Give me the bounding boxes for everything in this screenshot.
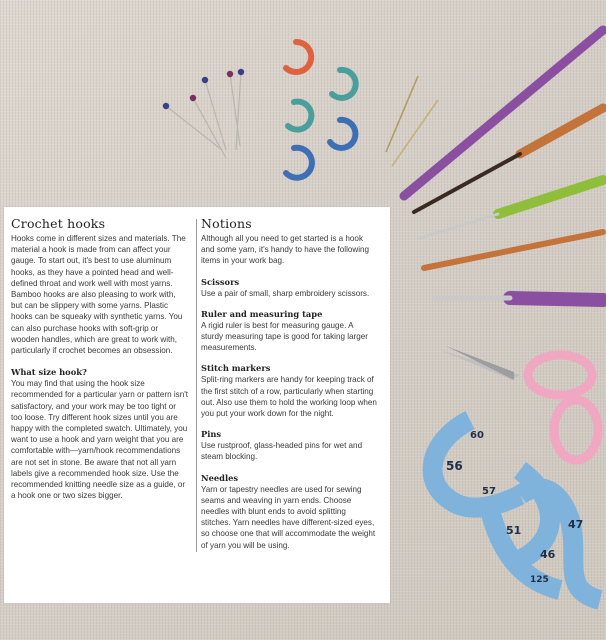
ruler-subheading: Ruler and measuring tape (201, 308, 323, 319)
notions-heading: Notions (201, 216, 252, 231)
ruler-text: A rigid ruler is best for measuring gauge. A sturdy measuring tape is good for taking larger measurements. (201, 320, 368, 353)
tape-number: 46 (540, 548, 556, 561)
hook-size-subheading: What size hook? (11, 367, 87, 378)
tape-number: 57 (482, 486, 496, 497)
glass-head-pins (163, 69, 244, 158)
needles-subheading: Needles (201, 472, 239, 483)
crochet-hooks-column (11, 216, 188, 501)
stitch-markers (286, 42, 356, 178)
tape-number: 60 (470, 430, 484, 441)
crochet-hooks (404, 30, 603, 300)
stitch-markers-text: Split-ring markers are handy for keeping track of the first stitch of a row, particularly when starting out. Also use them to hold the working loop when you put your work down for the night. (201, 375, 377, 419)
crochet-hooks-heading: Crochet hooks (11, 216, 106, 231)
scissors-text: Use a pair of small, sharp embroidery scissors. (201, 288, 370, 298)
scissors-subheading: Scissors (201, 276, 240, 287)
column-divider (196, 219, 197, 552)
measuring-tape (433, 420, 600, 600)
text-panel (4, 207, 390, 603)
needles-text: Yarn or tapestry needles are used for sewing seams and weaving in yarn ends. Choose needles with blunt ends to avoid splitting stitches. Yarn needles have different-sized eyes, so choose one that will accommodate the weight of yarn you will be using. (201, 484, 376, 550)
embroidery-scissors (440, 346, 598, 460)
tapestry-needles (386, 76, 438, 166)
crochet-hooks-intro: Hooks come in different sizes and materials. The material a hook is made from can affect your gauge. To start out, it's best to use aluminum hooks, as they have a pointed head and well-defined throat and work well with most yarns. Bamboo hooks are also pleasing to work with, but can be slippery with some yarns. Plastic hooks can be squeaky with synthetic yarns. You can also purchase hooks with soft-grip or wooden handles, which are great to work with, particularly if crochet becomes an obsession. (11, 234, 186, 356)
notions-column (201, 216, 377, 551)
tape-number: 47 (568, 518, 584, 531)
pins-text: Use rustproof, glass-headed pins for wet and steam blocking. (201, 441, 363, 462)
tape-number: 56 (446, 459, 463, 473)
pins-subheading: Pins (201, 429, 222, 440)
hook-size-body: You may find that using the hook size recommended for a particular yarn or pattern isn't satisfactory, and your work may be too tight or too loose. Try different hook sizes until you are happy with the completed swatch. Ultimately, you want to use a hook and yarn weight that you are comfortable with—yarn/hook recommendations are not set in stone. Be aware that not all yarn labels give a recommended hook size. Use the recommended knitting needle size as a guide, or a hook one or two sizes bigger. (11, 379, 188, 501)
tape-number: 125 (530, 575, 549, 585)
stitch-markers-subheading: Stitch markers (201, 363, 271, 374)
notions-intro: Although all you need to get started is a hook and some yarn, it's handy to have the following items in your work bag. (201, 234, 370, 266)
tape-number: 51 (506, 524, 522, 537)
